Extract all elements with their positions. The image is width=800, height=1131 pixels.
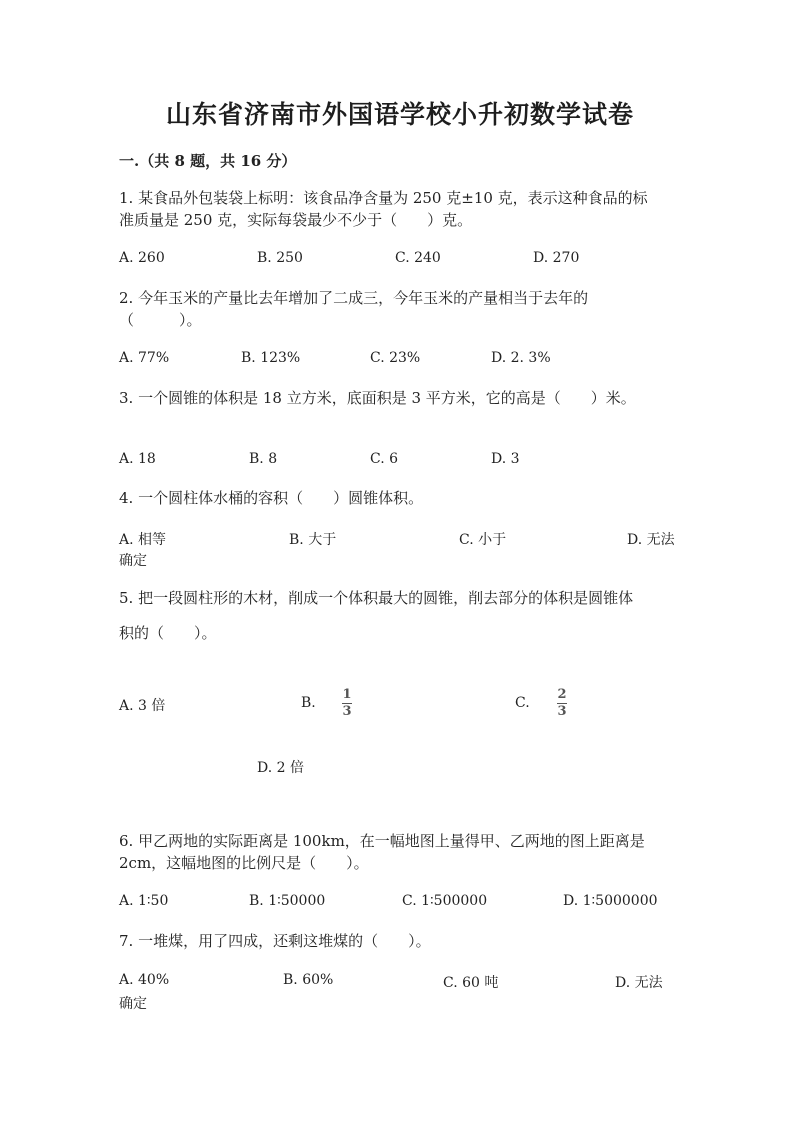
question-1-option-d[interactable]: D. 270: [533, 250, 580, 266]
question-7-option-c[interactable]: C. 60 吨: [443, 975, 499, 991]
question-2-option-d[interactable]: D. 2. 3%: [491, 350, 551, 366]
question-1-line-2: 准质量是 250 克，实际每袋最少不少于（ ）克。: [119, 211, 473, 229]
question-5-line-2: 积的（ ）。: [119, 624, 217, 642]
fraction-numerator: 2: [557, 687, 567, 702]
question-1-option-a[interactable]: A. 260: [119, 250, 165, 266]
question-4-line-1: 4. 一个圆柱体水桶的容积（ ）圆锥体积。: [119, 489, 424, 507]
question-1-option-c[interactable]: C. 240: [395, 250, 441, 266]
question-5-option-b[interactable]: B.: [301, 695, 316, 711]
question-6-option-c[interactable]: C. 1∶500000: [402, 893, 488, 909]
question-6-option-d[interactable]: D. 1∶5000000: [563, 893, 658, 909]
question-1-option-b[interactable]: B. 250: [257, 250, 303, 266]
question-4-option-d-wrap: 确定: [119, 553, 147, 569]
question-4-option-c[interactable]: C. 小于: [459, 532, 507, 548]
question-3-line-1: 3. 一个圆锥的体积是 18 立方米，底面积是 3 平方米，它的高是（ ）米。: [119, 389, 636, 407]
question-4-option-d[interactable]: D. 无法: [627, 532, 675, 548]
question-3-option-c[interactable]: C. 6: [370, 451, 399, 467]
question-2-option-a[interactable]: A. 77%: [119, 350, 170, 366]
question-7-line-1: 7. 一堆煤，用了四成，还剩这堆煤的（ ）。: [119, 932, 431, 950]
question-7-option-b[interactable]: B. 60%: [283, 972, 334, 988]
question-6-line-2: 2cm，这幅地图的比例尺是（ ）。: [119, 854, 369, 872]
question-5-option-a[interactable]: A. 3 倍: [119, 698, 166, 714]
question-4-option-b[interactable]: B. 大于: [289, 532, 337, 548]
question-7-option-d-wrap: 确定: [119, 996, 147, 1012]
question-5-option-d[interactable]: D. 2 倍: [257, 760, 304, 776]
question-4-option-a[interactable]: A. 相等: [119, 532, 167, 548]
page-title: 山东省济南市外国语学校小升初数学试卷: [165, 100, 634, 129]
question-5-line-1: 5. 把一段圆柱形的木材，削成一个体积最大的圆锥，削去部分的体积是圆锥体: [119, 589, 634, 607]
question-3-option-a[interactable]: A. 18: [119, 451, 156, 467]
question-1-line-1: 1. 某食品外包装袋上标明：该食品净含量为 250 克±10 克，表示这种食品的标: [119, 189, 648, 207]
question-2-option-c[interactable]: C. 23%: [370, 350, 421, 366]
question-3-option-b[interactable]: B. 8: [249, 451, 278, 467]
question-2-option-b[interactable]: B. 123%: [241, 350, 301, 366]
question-2-line-1: 2. 今年玉米的产量比去年增加了二成三，今年玉米的产量相当于去年的: [119, 289, 589, 307]
question-2-line-2: （ ）。: [119, 311, 202, 329]
question-3-option-d[interactable]: D. 3: [491, 451, 520, 467]
fraction-one-third: [342, 688, 352, 719]
question-7-option-a[interactable]: A. 40%: [119, 972, 170, 988]
question-6-option-a[interactable]: A. 1∶50: [119, 893, 169, 909]
fraction-numerator: 1: [342, 687, 352, 702]
question-6-line-1: 6. 甲乙两地的实际距离是 100km，在一幅地图上量得甲、乙两地的图上距离是: [119, 832, 645, 850]
fraction-denominator: 3: [342, 704, 352, 719]
fraction-denominator: 3: [557, 704, 567, 719]
question-7-option-d[interactable]: D. 无法: [615, 975, 663, 991]
question-6-option-b[interactable]: B. 1∶50000: [249, 893, 326, 909]
fraction-two-thirds: [557, 688, 567, 719]
section-heading: 一.（共 8 题，共 16 分）: [119, 152, 297, 170]
question-5-option-c[interactable]: C.: [515, 695, 530, 711]
